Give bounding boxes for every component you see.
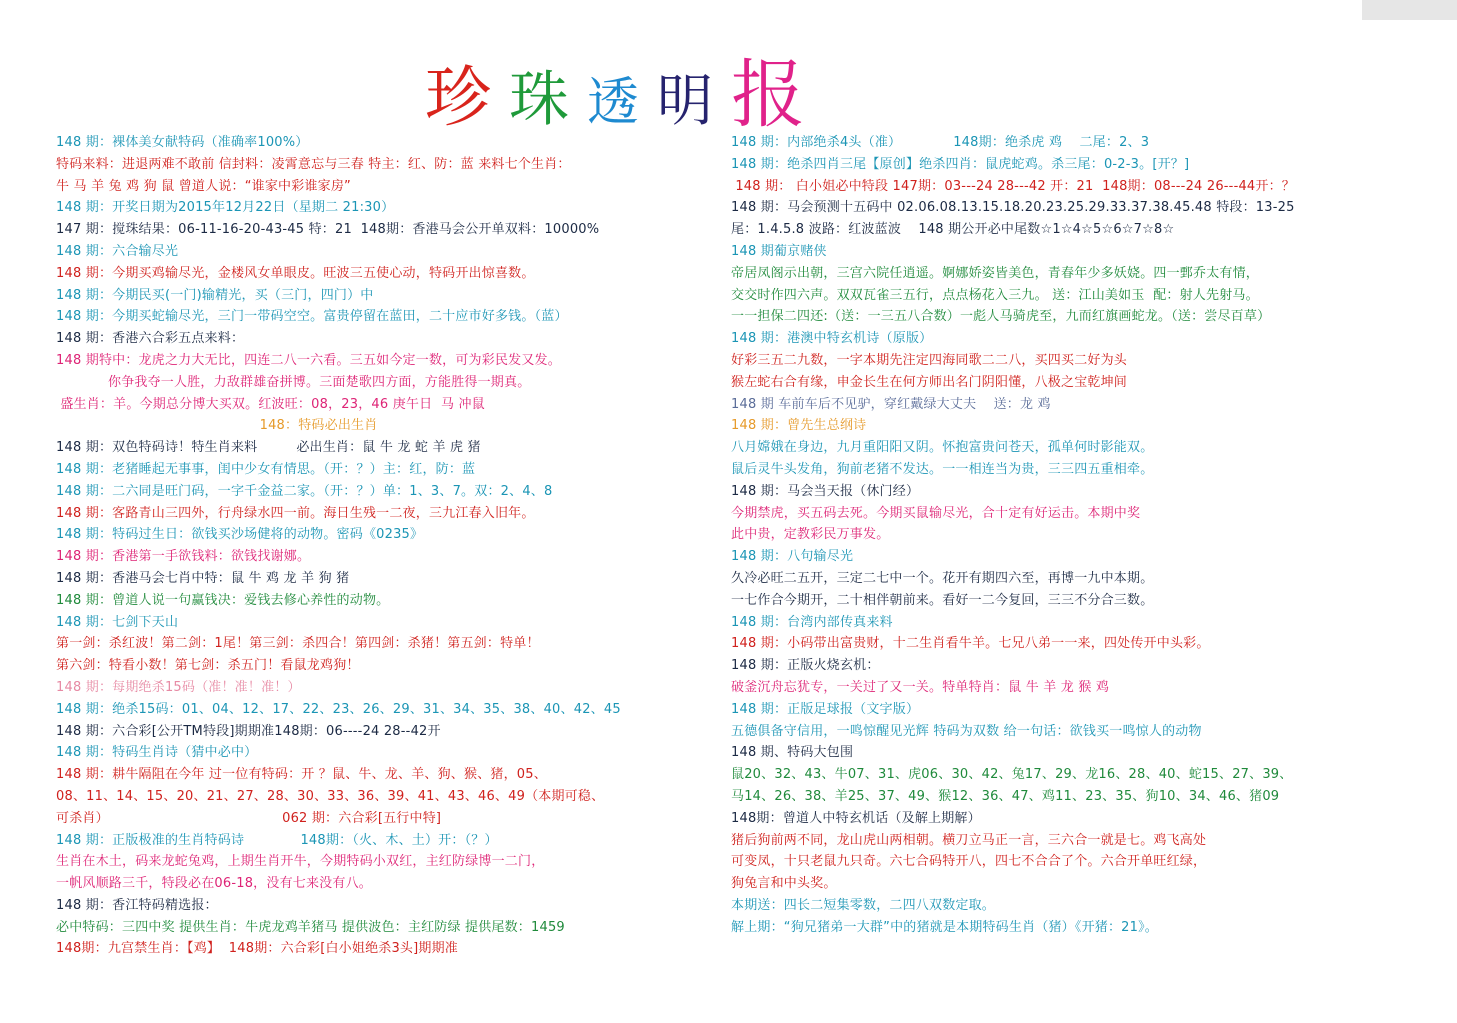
text-line: 148 期：开奖日期为2015年12月22日（星期二 21:30） [56,200,395,216]
title-char: 报 [731,52,806,138]
text-line: 生肖在木土，码来龙蛇兔鸡，上期生肖开牛，今期特码小双红，主红防绿博一二门， [56,854,545,870]
text-line: 猴左蛇右合有缘，申金长生在何方师出名门阴阳懂，八极之宝乾坤间 [731,374,1128,390]
text-line: 148 期：曾道人说一句赢钱决：爱钱去修心养性的动物。 [56,592,390,608]
title-char: 珍 [425,59,491,136]
text-line: 148 期：今期买蛇输尽光，三门一带码空空。富贵停留在蓝田，二十应市好多钱。（蓝） [56,309,568,325]
text-line: 一七作合今期开，二十相伴朝前来。看好一二今复回，三三不分合三数。 [731,592,1154,608]
text-line: 148期：曾道人中特玄机话（及解上期解） [731,810,981,826]
text-line: 第六剑：特看小数！第七剑：杀五门！看鼠龙鸡狗！ [56,658,360,674]
text-line: 148 期：正版极准的生肖特码诗 148期：（火、木、土）开：（？） [56,832,498,848]
text-line: 破釜沉舟忘犹专，一关过了又一关。特单特肖：鼠 牛 羊 龙 猴 鸡 [731,679,1110,695]
text-line: 狗兔言和中头奖。 [731,876,837,892]
text-line: 148 期：绝杀15码：01、04、12、17、22、23、26、29、31、34、35、38、40、42、45 [56,701,621,717]
text-line: 148 期：每期绝杀15码（准！准！准！） [56,679,301,695]
text-line: 148 期：老猪睡起无事事，闺中少女有情思。（开：？）主：红，防：蓝 [56,461,476,477]
text-line: 尾：1.4.5.8 波路：红波蓝波 148 期公开必中尾数☆1☆4☆5☆6☆7☆8☆ [731,222,1175,238]
text-line: 交交时作四六声。双双瓦雀三五行，点点杨花入三九。 送：江山美如玉 配：射人先射马。 [731,287,1259,303]
title-char: 透 [587,73,640,133]
text-line: 148 期葡京赌侠 [731,243,827,259]
text-line: 148 期：六合彩[公开TM特段]期期准148期：06----24 28--42开 [56,723,441,739]
text-line: 148 期：台湾内部传真来料 [731,614,893,630]
text-line: 此中贵，定教彩民万事发。 [731,527,890,543]
text-line: 148 期：绝杀四肖三尾【原创】绝杀四肖：鼠虎蛇鸡。杀三尾：0-2-3。[开？] [731,156,1190,172]
text-line: 148 期：七剑下天山 [56,614,179,630]
text-line: 148 期： 白小姐必中特段 147期：03---24 28---42 开：21 148期：08---24 26---44开：？ [731,178,1295,194]
text-line: 解上期：“狗兄猪弟一大群”中的猪就是本期特码生肖（猪）《开猪：21》。 [731,919,1159,935]
text-line: 你争我夺一人胜，力敌群雄奋拼博。三面楚歌四方面，方能胜得一期真。 [56,374,531,390]
text-line: 必中特码：三四中奖 提供生肖：牛虎龙鸡羊猪马 提供波色：主红防绿 提供尾数：1459 [56,919,565,935]
text-line: 148 期：内部绝杀4头（准） 148期：绝杀虎 鸡 二尾：2、3 [731,135,1150,150]
text-line: 148 期：耕牛隔阻在今年 过一位有特码：开 ？鼠、牛、龙、羊、狗、猴、猪，05、 [56,767,547,783]
text-line: 148 期：正版足球报（文字版） [731,701,920,717]
text-line: 148 期：香港第一手欲钱料：欲钱找谢娜。 [56,549,311,565]
text-line: 148 期：小码带出富贵财，十二生肖看牛羊。七兄八弟一一来，四处传开中头彩。 [731,636,1210,652]
text-line: 148 期：今期买鸡输尽光，金楼风女单眼皮。旺波三五使心动，特码开出惊喜数。 [56,265,535,281]
text-line: 148期：九宫禁生肖：【鸡】 148期：六合彩[白小姐绝杀3头]期期准 [56,941,459,957]
title-char: 明 [657,69,714,134]
text-line: 148 期：六合输尽光 [56,243,179,259]
text-line: 特码来料：进退两难不敢前 信封料：凌霄意忘与三春 特主：红、防：蓝 来料七个生肖： [56,156,571,172]
text-line: 盛生肖：羊。今期总分博大买双。红波旺：08，23，46 庚午日 马 冲鼠 [56,396,485,412]
text-line: 148 期：特码过生日：欲钱买沙场健将的动物。密码《0235》 [56,527,424,543]
text-line: 久冷必旺二五开，三定二七中一个。花开有期四六至，再博一九中本期。 [731,570,1154,586]
text-line: 148 期、特码大包围 [731,745,854,761]
text-line: 鼠后灵牛头发角，狗前老猪不发达。一一相连当为贵，三三四五重相牵。 [731,461,1154,477]
title-char: 珠 [509,65,569,135]
text-line: 08、11、14、15、20、21、27、28、30、33、36、39、41、43、46、49（本期可稳、 [56,788,605,804]
text-line: 八月嫦娥在身边，九月重阳阳又阴。怀抱富贵问苍天，孤单何时影能双。 [731,440,1154,456]
text-line: 可变凤，十只老鼠九只奇。六七合码特开八，四七不合合了个。六合开单旺红绿， [731,854,1207,870]
page-title [425,36,823,138]
text-line: 148 期 车前车后不见驴，穿红戴绿大丈夫 送：龙 鸡 [731,396,1051,412]
text-line: 好彩三五二九数，一字本期先注定四海同歌二二八，买四买二好为头 [731,352,1128,368]
corner-box [1362,0,1457,20]
text-line: 148 期：曾先生总纲诗 [731,418,867,434]
text-line: 猪后狗前两不同，龙山虎山两相朝。横刀立马正一言，三六合一就是七。鸡飞高处 [731,832,1207,848]
text-line: 148 期：港澳中特玄机诗（原版） [731,331,933,347]
text-line: 148 期：香港六合彩五点来料： [56,331,245,347]
text-line: 147 期：搅珠结果：06-11-16-20-43-45 特：21 148期：香港马会公开单双料：10000% [56,222,600,238]
text-line: 帝居凤阁示出朝，三宫六院任逍遥。婀娜娇姿皆美色，青春年少多妖娆。四一鄄乔太有情， [731,265,1260,281]
text-line: 148 期特中：龙虎之力大无比，四连二八一六看。三五如今定一数，可为彩民发又发。 [56,352,561,368]
text-line: 今期禁虎，买五码去死。今期买鼠输尽光，合十定有好运击。本期中奖 [731,505,1141,521]
text-line: 第一剑：杀红波！第二剑：1尾！第三剑：杀四合！第四剑：杀猪！第五剑：特单！ [56,636,540,652]
text-line: 148 期：马会预测十五码中 02.06.08.13.15.18.20.23.25.29.33.37.38.45.48 特段：13-25 [731,200,1295,216]
text-line: 五德俱备守信用，一鸣惊醒见光辉 特码为双数 给一句话：欲钱买一鸣惊人的动物 [731,723,1202,739]
text-line: 牛 马 羊 兔 鸡 狗 鼠 曾道人说：“谁家中彩谁家房” [56,178,351,194]
text-line: 148 期：马会当天报（休门经） [731,483,920,499]
text-line: 148 期：裸体美女献特码（准确率100%） [56,135,309,150]
text-line: 148 期：客路青山三四外，行舟绿水四一前。海日生残一二夜，三九江春入旧年。 [56,505,535,521]
text-line: 148 期：香港马会七肖中特：鼠 牛 鸡 龙 羊 狗 猪 [56,570,350,586]
right-column [731,132,1421,938]
text-line: 148 期：八句输尽光 [731,549,854,565]
text-line: 鼠20、32、43、牛07、31、虎06、30、42、兔17、29、龙16、28、40、蛇15、27、39、 [731,767,1293,783]
text-line: 148 期：双色特码诗！特生肖来料 必出生肖：鼠 牛 龙 蛇 羊 虎 猪 [56,440,481,456]
text-line: 本期送：四长二短集零数，二四八双数定取。 [731,897,996,913]
text-line: 148 期：正版火烧玄机： [731,658,880,674]
text-line: 148 期：特码生肖诗（猜中必中） [56,745,258,761]
text-line: 148 期：二六同是旺门码，一字千金益二家。（开：？）单：1、3、7。双：2、4、8 [56,483,553,499]
text-line: 可杀肖） 062 期：六合彩[五行中特] [56,810,442,826]
text-line: 一一担保二四还:（送：一三五八合数）一彪人马骑虎至，九而红旗画蛇龙。（送：尝尽百草） [731,309,1271,325]
text-line: 一帆风顺路三千，特段必在06-18，没有七来没有八。 [56,876,372,892]
text-line: 马14、26、38、羊25、37、49、猴12、36、47、鸡11、23、35、狗10、34、46、猪09 [731,788,1280,804]
text-line: 148 期：今期民买(一门)输精光，买（三门，四门）中 [56,287,374,303]
left-column [56,132,706,960]
text-line: 148：特码必出生肖 [56,418,378,434]
text-line: 148 期：香江特码精选报： [56,897,218,913]
